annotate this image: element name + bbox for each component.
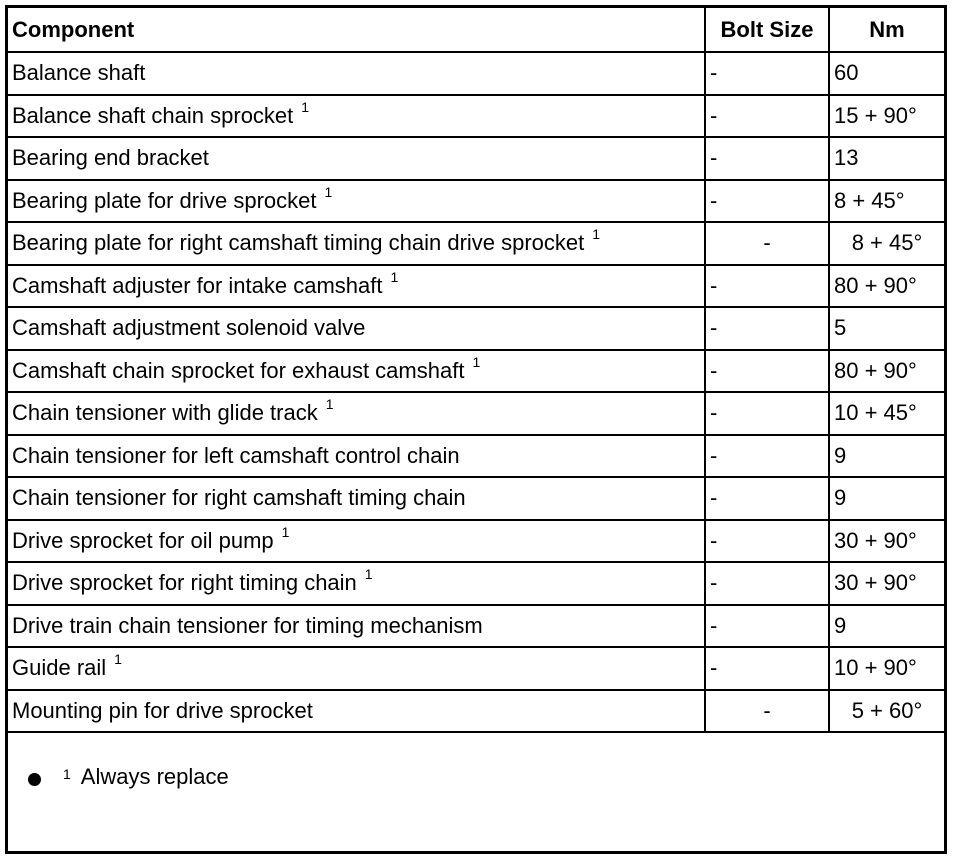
cell-bolt-size: - xyxy=(705,690,829,733)
component-label: Camshaft adjustment solenoid valve xyxy=(12,315,366,341)
component-label: Chain tensioner for left camshaft control chain xyxy=(12,442,460,468)
component-label: Chain tensioner with glide track xyxy=(12,400,318,426)
footnote-ref: 1 xyxy=(592,226,601,243)
torque-spec-frame xyxy=(5,5,947,854)
component-label: Bearing plate for drive sprocket xyxy=(12,187,317,213)
cell-bolt-size: - xyxy=(705,222,829,265)
cell-component xyxy=(8,95,705,138)
cell-bolt-size: - xyxy=(705,350,829,393)
cell-nm: 10 + 90° xyxy=(829,647,944,690)
table-row xyxy=(8,52,944,95)
cell-bolt-size: - xyxy=(705,392,829,435)
table-row xyxy=(8,265,944,308)
footnote-mark: 1 xyxy=(63,766,71,782)
table-row xyxy=(8,435,944,478)
footnote-ref: 1 xyxy=(325,396,334,413)
table-row xyxy=(8,95,944,138)
table-row xyxy=(8,392,944,435)
cell-bolt-size: - xyxy=(705,265,829,308)
cell-nm: 8 + 45° xyxy=(829,180,944,223)
cell-component xyxy=(8,562,705,605)
cell-component xyxy=(8,137,705,180)
cell-bolt-size: - xyxy=(705,647,829,690)
cell-component xyxy=(8,690,705,733)
table-row xyxy=(8,647,944,690)
header-nm: Nm xyxy=(829,8,944,52)
table-row xyxy=(8,307,944,350)
footnote-text: Always replace xyxy=(80,764,229,789)
torque-spec-table xyxy=(8,8,944,733)
cell-bolt-size: - xyxy=(705,435,829,478)
table-row xyxy=(8,690,944,733)
cell-bolt-size: - xyxy=(705,605,829,648)
table-row xyxy=(8,520,944,563)
cell-component xyxy=(8,222,705,265)
component-label: Guide rail xyxy=(12,655,107,681)
component-label: Mounting pin for drive sprocket xyxy=(12,697,313,723)
table-row xyxy=(8,605,944,648)
cell-nm: 9 xyxy=(829,605,944,648)
table-row xyxy=(8,477,944,520)
component-label: Balance shaft chain sprocket xyxy=(12,102,294,128)
table-row xyxy=(8,562,944,605)
component-label: Drive sprocket for oil pump xyxy=(12,527,274,553)
footnote-ref: 1 xyxy=(390,268,399,285)
cell-bolt-size: - xyxy=(705,52,829,95)
cell-nm: 13 xyxy=(829,137,944,180)
cell-nm: 30 + 90° xyxy=(829,562,944,605)
cell-bolt-size: - xyxy=(705,477,829,520)
cell-nm: 5 xyxy=(829,307,944,350)
component-label: Balance shaft xyxy=(12,60,146,86)
cell-component xyxy=(8,350,705,393)
cell-bolt-size: - xyxy=(705,562,829,605)
cell-component xyxy=(8,265,705,308)
cell-component xyxy=(8,520,705,563)
cell-component xyxy=(8,477,705,520)
component-label: Chain tensioner for right camshaft timing chain xyxy=(12,485,466,511)
cell-component xyxy=(8,392,705,435)
cell-nm: 30 + 90° xyxy=(829,520,944,563)
component-label: Bearing end bracket xyxy=(12,145,209,171)
cell-nm: 10 + 45° xyxy=(829,392,944,435)
cell-nm: 60 xyxy=(829,52,944,95)
cell-nm: 9 xyxy=(829,435,944,478)
cell-component xyxy=(8,180,705,223)
table-row xyxy=(8,180,944,223)
header-bolt-size: Bolt Size xyxy=(705,8,829,52)
cell-bolt-size: - xyxy=(705,137,829,180)
footnote-ref: 1 xyxy=(324,183,333,200)
table-row xyxy=(8,222,944,265)
cell-component xyxy=(8,307,705,350)
cell-component xyxy=(8,435,705,478)
table-header-row xyxy=(8,8,944,52)
cell-nm: 15 + 90° xyxy=(829,95,944,138)
cell-nm: 9 xyxy=(829,477,944,520)
cell-bolt-size: - xyxy=(705,307,829,350)
footnote-ref: 1 xyxy=(472,353,481,370)
table-row xyxy=(8,137,944,180)
cell-bolt-size: - xyxy=(705,180,829,223)
footnote-ref: 1 xyxy=(364,566,373,583)
component-label: Drive sprocket for right timing chain xyxy=(12,570,357,596)
footnote-ref: 1 xyxy=(301,98,310,115)
cell-bolt-size: - xyxy=(705,520,829,563)
cell-bolt-size: - xyxy=(705,95,829,138)
footnote-ref: 1 xyxy=(114,651,122,668)
bullet-icon xyxy=(28,773,41,786)
cell-nm: 5 + 60° xyxy=(829,690,944,733)
cell-nm: 80 + 90° xyxy=(829,265,944,308)
footnote-ref: 1 xyxy=(281,523,290,540)
component-label: Drive train chain tensioner for timing mechanism xyxy=(12,612,483,638)
component-label: Camshaft adjuster for intake camshaft xyxy=(12,272,383,298)
component-label: Camshaft chain sprocket for exhaust camshaft xyxy=(12,357,465,383)
cell-component xyxy=(8,605,705,648)
header-component: Component xyxy=(8,8,705,52)
footnote xyxy=(28,764,229,790)
component-label: Bearing plate for right camshaft timing chain drive sprocket xyxy=(12,230,585,256)
cell-nm: 8 + 45° xyxy=(829,222,944,265)
cell-component xyxy=(8,647,705,690)
cell-nm: 80 + 90° xyxy=(829,350,944,393)
table-row xyxy=(8,350,944,393)
cell-component xyxy=(8,52,705,95)
